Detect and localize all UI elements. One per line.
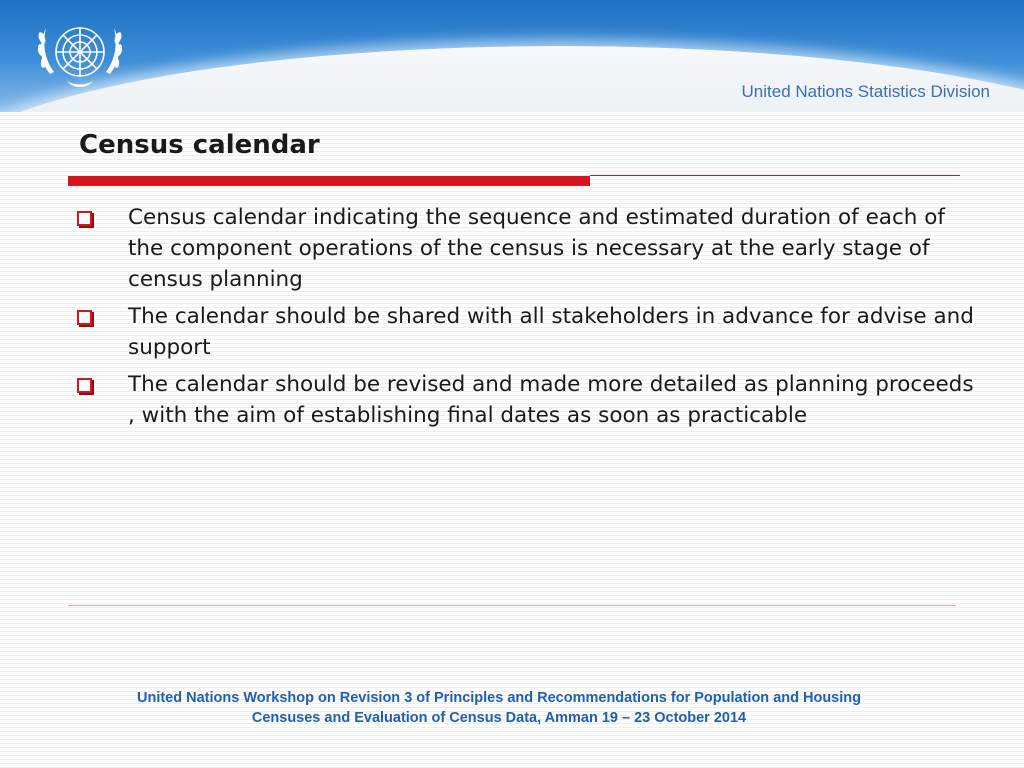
bullet-list: [74, 202, 974, 437]
footer-divider: [68, 605, 956, 606]
slide-title: Census calendar: [79, 130, 320, 160]
slide-footer: [40, 688, 958, 728]
bullet-text: The calendar should be shared with all stakeholders in advance for advise and support: [128, 304, 974, 360]
checkbox-bullet-icon: [77, 378, 92, 393]
list-item: [74, 202, 974, 295]
checkbox-bullet-icon: [77, 211, 92, 226]
header-swoosh: [0, 46, 1024, 112]
footer-line-2: Censuses and Evaluation of Census Data, Amman 19 – 23 October 2014: [251, 710, 747, 726]
title-underline-bar: [68, 176, 590, 186]
list-item: [74, 369, 974, 431]
footer-line-1: United Nations Workshop on Revision 3 of Principles and Recommendations for Population and Housing: [137, 690, 861, 706]
organization-label: United Nations Statistics Division: [741, 82, 990, 101]
list-item: [74, 301, 974, 363]
bullet-text: Census calendar indicating the sequence and estimated duration of each of the component operations of the census is necessary at the early stage of census planning: [128, 205, 945, 292]
checkbox-bullet-icon: [77, 310, 92, 325]
un-emblem-icon: [28, 8, 132, 100]
title-underline-rule: [590, 175, 960, 176]
slide-header: [0, 0, 1024, 112]
bullet-text: The calendar should be revised and made more detailed as planning proceeds , with the aim of establishing final dates as soon as practicable: [128, 372, 974, 428]
